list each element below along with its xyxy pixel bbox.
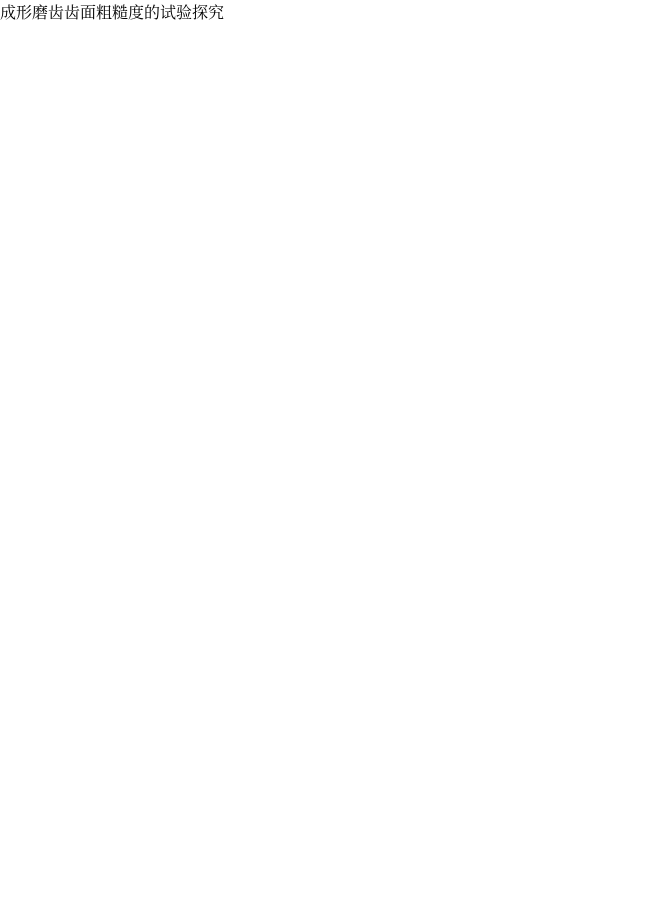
- page-title: 成形磨齿齿面粗糙度的试验探究: [0, 5, 225, 22]
